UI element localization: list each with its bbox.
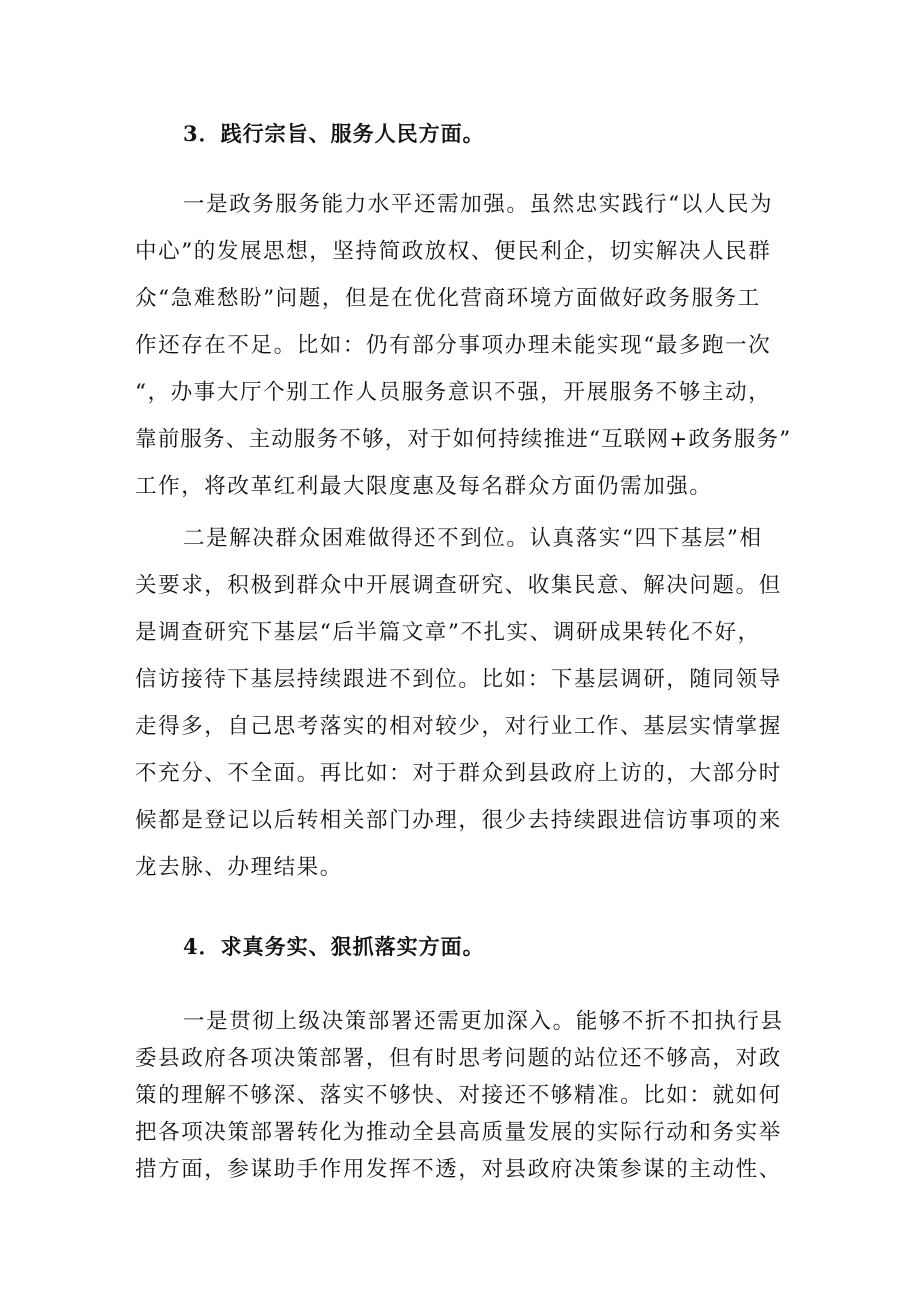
paragraph-line: 候都是登记以后转相关部门办理，很少去持续跟进信访事项的来 xyxy=(135,808,782,833)
paragraph-line: 是调查研究下基层“后半篇文章”不扎实、调研成果转化不好， xyxy=(135,620,761,645)
section-4-heading: 4．求真务实、狠抓落实方面。 xyxy=(183,934,485,959)
paragraph-line: 龙去脉、办理结果。 xyxy=(135,855,343,880)
section-4-paragraph-1 xyxy=(135,1003,793,1188)
paragraph-line: 措方面，参谋助手作用发挥不透，对县政府决策参谋的主动性、 xyxy=(135,1157,782,1182)
paragraph-line: 信访接待下基层持续跟进不到位。比如：下基层调研，随同领导 xyxy=(135,667,782,692)
paragraph-line: 把各项决策部署转化为推动全县高质量发展的实际行动和务实举 xyxy=(135,1120,782,1145)
section-3-paragraph-1 xyxy=(135,181,793,510)
paragraph-line: 不充分、不全面。再比如：对于群众到县政府上访的，大部分时 xyxy=(135,761,782,786)
paragraph-line: 一是政务服务能力水平还需加强。虽然忠实践行“以人民为 xyxy=(183,192,774,217)
paragraph-line: 众“急难愁盼”问题，但是在优化营商环境方面做好政务服务工 xyxy=(135,286,761,311)
section-3-heading: 3．践行宗旨、服务人民方面。 xyxy=(183,121,485,146)
paragraph-line: 工作，将改革红利最大限度惠及每名群众方面仍需加强。 xyxy=(135,474,713,499)
paragraph-line: 二是解决群众困难做得还不到位。认真落实“四下基层”相 xyxy=(183,526,763,551)
paragraph-line: 关要求，积极到群众中开展调查研究、收集民意、解决问题。但 xyxy=(135,573,782,598)
section-3-paragraph-2 xyxy=(135,515,793,891)
paragraph-line: 一是贯彻上级决策部署还需更加深入。能够不折不扣执行县 xyxy=(183,1009,784,1034)
paragraph-line: 靠前服务、主动服务不够，对于如何持续推进“互联网+政务服务” xyxy=(135,427,792,452)
paragraph-line: 走得多，自己思考落实的相对较少，对行业工作、基层实情掌握 xyxy=(135,714,782,739)
paragraph-line: 策的理解不够深、落实不够快、对接还不够精准。比如：就如何 xyxy=(135,1083,782,1108)
paragraph-line: 作还存在不足。比如：仍有部分事项办理未能实现“最多跑一次 xyxy=(135,333,772,358)
paragraph-line: “，办事大厅个别工作人员服务意识不强，开展服务不够主动， xyxy=(135,380,772,405)
paragraph-line: 委县政府各项决策部署，但有时思考问题的站位还不够高，对政 xyxy=(135,1046,782,1071)
paragraph-line: 中心”的发展思想，坚持简政放权、便民利企，切实解决人民群 xyxy=(135,239,772,264)
